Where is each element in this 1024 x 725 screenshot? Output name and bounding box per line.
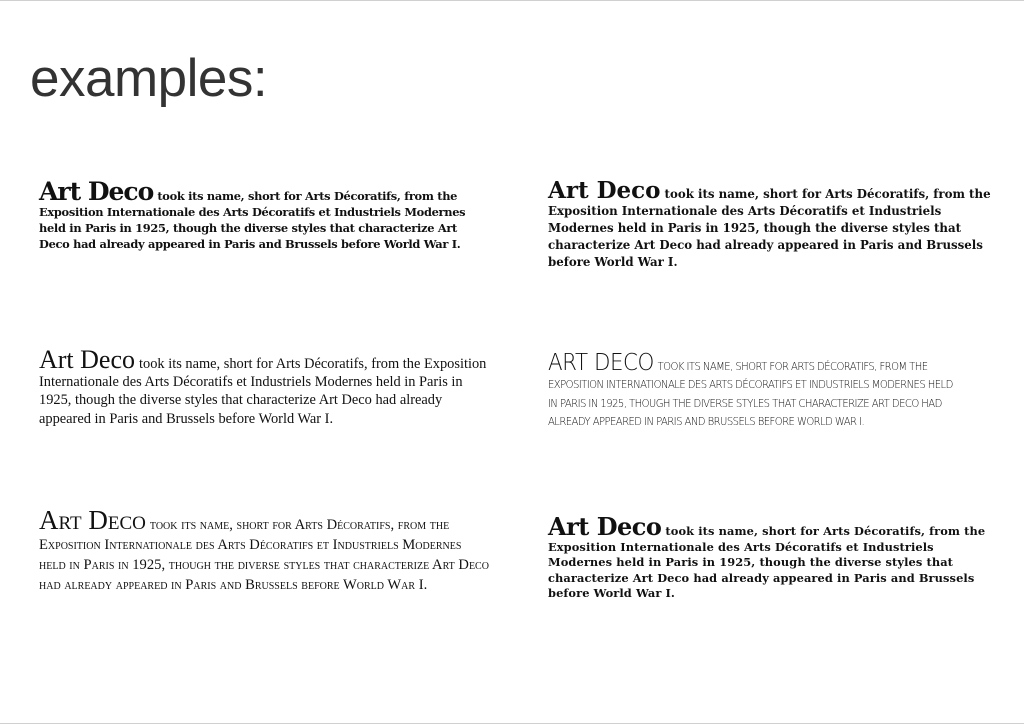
sample-lead: ART DECO bbox=[548, 350, 654, 376]
sample-body: took its name, short for Arts Décoratifs, from the Exposition Internationale des Arts Décoratifs et Industriels Modernes held in Paris in 1925, though the diverse styles that characterize Art Deco had already appeared in Paris and Brussels before World War I. bbox=[39, 189, 466, 251]
sample-lead: Art Deco bbox=[548, 512, 662, 541]
font-sample-4 bbox=[548, 350, 957, 431]
sample-lead: Art Deco bbox=[39, 505, 146, 535]
sample-body: took its name, short for Arts Décoratifs, from the Exposition Internationale des Arts Décoratifs et Industriels Modernes held in Paris in 1925, though the diverse styles that characterize Art Deco had already appeared in Paris and Brussels before World War I. bbox=[39, 517, 489, 593]
sample-lead: Art Deco bbox=[39, 177, 154, 206]
sample-lead: Art Deco bbox=[548, 177, 661, 204]
font-sample-6 bbox=[548, 512, 998, 602]
sample-body: took its name, short for Arts Décoratifs, from the Exposition Internationale des Arts Décoratifs et Industriels Modernes held in Paris in 1925, though the diverse styles that characterize Art Deco had already appeared in Paris and Brussels before World War I. bbox=[548, 187, 991, 269]
font-sample-2 bbox=[548, 177, 998, 271]
font-sample-1 bbox=[39, 177, 489, 252]
sample-body: TOOK ITS NAME, SHORT FOR ARTS DÉCORATIFS, FROM THE EXPOSITION INTERNATIONALE DES ARTS DÉCORATIFS ET INDUSTRIELS MODERNES HELD IN PARIS IN 1925, THOUGH THE DIVERSE STYLES THAT CHARACTERIZE ART DECO HAD ALREADY APPEARED IN PARIS AND BRUSSELS BEFORE WORLD WAR I. bbox=[548, 360, 953, 428]
top-divider bbox=[0, 0, 1024, 1]
sample-body: took its name, short for Arts Décoratifs, from the Exposition Internationale des Arts Décoratifs et Industriels Modernes held in Paris in 1925, though the diverse styles that characterize Art Deco had already appeared in Paris and Brussels before World War I. bbox=[39, 356, 487, 427]
font-sample-5 bbox=[39, 505, 489, 595]
sample-body: took its name, short for Arts Décoratifs, from the Exposition Internationale des Arts Décoratifs et Industriels Modernes held in Paris in 1925, though the diverse styles that characterize Art Deco had already appeared in Paris and Brussels before World War I. bbox=[548, 524, 986, 600]
bottom-divider bbox=[0, 723, 1024, 724]
font-sample-3 bbox=[39, 345, 489, 428]
sample-lead: Art Deco bbox=[39, 345, 136, 374]
page-title: examples: bbox=[30, 49, 268, 108]
